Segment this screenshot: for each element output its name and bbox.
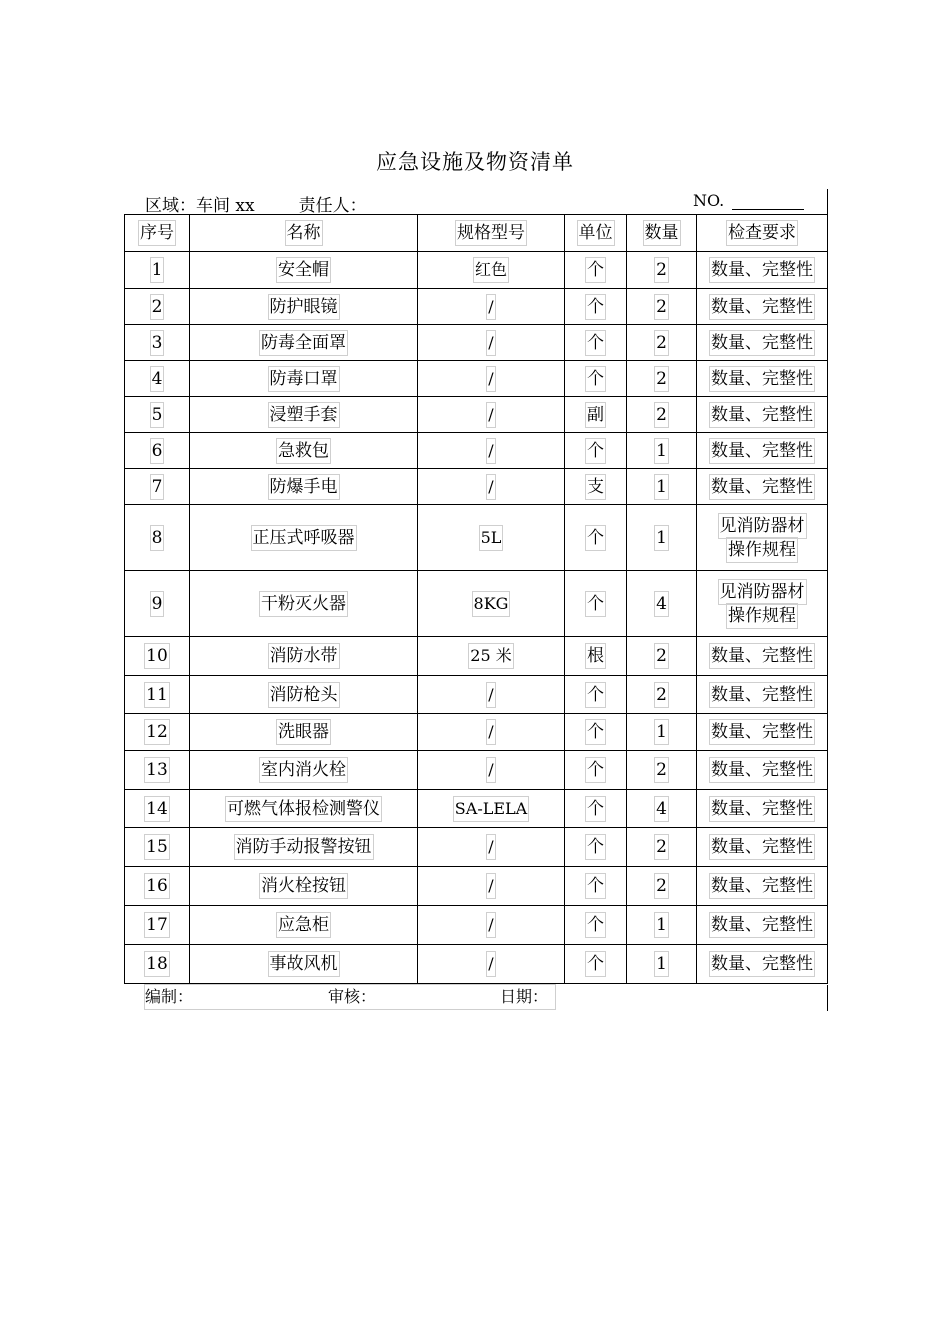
quantity-cell: 1 bbox=[627, 469, 697, 505]
header-cell: 单位 bbox=[565, 215, 627, 252]
table-row bbox=[125, 906, 828, 945]
quantity-cell: 1 bbox=[627, 433, 697, 469]
row-number-cell: 8 bbox=[125, 505, 190, 571]
unit-cell: 个 bbox=[565, 676, 627, 714]
row-number-cell: 11 bbox=[125, 676, 190, 714]
row-number-cell: 16 bbox=[125, 867, 190, 906]
unit-cell: 个 bbox=[565, 252, 627, 289]
inventory-table bbox=[124, 214, 828, 984]
row-number-cell: 7 bbox=[125, 469, 190, 505]
item-name-cell: 消防水带 bbox=[190, 637, 418, 676]
item-name-cell: 可燃气体报检测警仪 bbox=[190, 790, 418, 828]
spec-cell: / bbox=[418, 325, 565, 361]
table-row bbox=[125, 469, 828, 505]
item-name-cell: 消防枪头 bbox=[190, 676, 418, 714]
table-row bbox=[125, 751, 828, 790]
row-number-cell: 3 bbox=[125, 325, 190, 361]
quantity-cell: 2 bbox=[627, 325, 697, 361]
check-requirement-cell: 数量、完整性 bbox=[697, 828, 828, 867]
table-row bbox=[125, 325, 828, 361]
row-number-cell: 6 bbox=[125, 433, 190, 469]
item-name-cell: 洗眼器 bbox=[190, 714, 418, 751]
unit-cell: 个 bbox=[565, 571, 627, 637]
row-number-cell: 2 bbox=[125, 289, 190, 325]
check-requirement-cell: 见消防器材 操作规程 bbox=[697, 505, 828, 571]
item-name-cell: 消防手动报警按钮 bbox=[190, 828, 418, 867]
table-row bbox=[125, 790, 828, 828]
unit-cell: 支 bbox=[565, 469, 627, 505]
check-requirement-cell: 数量、完整性 bbox=[697, 252, 828, 289]
quantity-cell: 2 bbox=[627, 751, 697, 790]
row-number-cell: 18 bbox=[125, 945, 190, 984]
header-cell: 名称 bbox=[190, 215, 418, 252]
check-requirement-cell: 数量、完整性 bbox=[697, 867, 828, 906]
table-row bbox=[125, 828, 828, 867]
unit-cell: 个 bbox=[565, 361, 627, 397]
item-name-cell: 事故风机 bbox=[190, 945, 418, 984]
unit-cell: 个 bbox=[565, 906, 627, 945]
row-number-cell: 1 bbox=[125, 252, 190, 289]
table-row bbox=[125, 637, 828, 676]
table-row bbox=[125, 714, 828, 751]
table-row bbox=[125, 397, 828, 433]
unit-cell: 个 bbox=[565, 289, 627, 325]
table-row bbox=[125, 571, 828, 637]
item-name-cell: 防毒全面罩 bbox=[190, 325, 418, 361]
row-number-cell: 17 bbox=[125, 906, 190, 945]
info-left bbox=[145, 191, 367, 216]
person-label: 责任人： bbox=[298, 196, 367, 216]
spec-cell: / bbox=[418, 397, 565, 433]
item-name-cell: 室内消火栓 bbox=[190, 751, 418, 790]
no-blank-line bbox=[732, 193, 804, 210]
row-number-cell: 13 bbox=[125, 751, 190, 790]
spec-cell: / bbox=[418, 714, 565, 751]
unit-cell: 个 bbox=[565, 751, 627, 790]
reviewed-by-label: 审核： bbox=[328, 987, 377, 1006]
spec-cell: / bbox=[418, 751, 565, 790]
spec-cell: / bbox=[418, 361, 565, 397]
unit-cell: 个 bbox=[565, 790, 627, 828]
footer-signatures bbox=[145, 985, 555, 1009]
check-requirement-cell: 数量、完整性 bbox=[697, 945, 828, 984]
spec-cell: / bbox=[418, 828, 565, 867]
check-requirement-cell: 数量、完整性 bbox=[697, 433, 828, 469]
item-name-cell: 正压式呼吸器 bbox=[190, 505, 418, 571]
spec-cell: 8KG bbox=[418, 571, 565, 637]
quantity-cell: 2 bbox=[627, 637, 697, 676]
unit-cell: 个 bbox=[565, 714, 627, 751]
check-requirement-cell: 数量、完整性 bbox=[697, 637, 828, 676]
check-requirement-cell: 数量、完整性 bbox=[697, 906, 828, 945]
item-name-cell: 干粉灭火器 bbox=[190, 571, 418, 637]
date-label: 日期： bbox=[500, 987, 549, 1006]
table-row bbox=[125, 361, 828, 397]
item-name-cell: 消火栓按钮 bbox=[190, 867, 418, 906]
quantity-cell: 2 bbox=[627, 397, 697, 433]
no-label: NO. bbox=[693, 191, 725, 210]
check-requirement-cell: 数量、完整性 bbox=[697, 469, 828, 505]
spec-cell: / bbox=[418, 867, 565, 906]
unit-cell: 根 bbox=[565, 637, 627, 676]
row-number-cell: 14 bbox=[125, 790, 190, 828]
quantity-cell: 4 bbox=[627, 571, 697, 637]
item-name-cell: 应急柜 bbox=[190, 906, 418, 945]
check-requirement-cell: 数量、完整性 bbox=[697, 790, 828, 828]
spec-cell: 5L bbox=[418, 505, 565, 571]
row-number-cell: 15 bbox=[125, 828, 190, 867]
unit-cell: 个 bbox=[565, 867, 627, 906]
check-requirement-cell: 数量、完整性 bbox=[697, 676, 828, 714]
row-number-cell: 4 bbox=[125, 361, 190, 397]
check-requirement-cell: 数量、完整性 bbox=[697, 397, 828, 433]
spec-cell: SA-LELA bbox=[418, 790, 565, 828]
quantity-cell: 1 bbox=[627, 505, 697, 571]
unit-cell: 个 bbox=[565, 945, 627, 984]
unit-cell: 个 bbox=[565, 828, 627, 867]
quantity-cell: 2 bbox=[627, 828, 697, 867]
item-name-cell: 急救包 bbox=[190, 433, 418, 469]
spec-cell: 红色 bbox=[418, 252, 565, 289]
quantity-cell: 2 bbox=[627, 361, 697, 397]
header-cell: 检查要求 bbox=[697, 215, 828, 252]
quantity-cell: 2 bbox=[627, 867, 697, 906]
row-number-cell: 5 bbox=[125, 397, 190, 433]
unit-cell: 个 bbox=[565, 325, 627, 361]
area-label: 区域：车间 xx bbox=[145, 196, 255, 216]
check-requirement-cell: 数量、完整性 bbox=[697, 714, 828, 751]
quantity-cell: 4 bbox=[627, 790, 697, 828]
check-requirement-cell: 数量、完整性 bbox=[697, 361, 828, 397]
unit-cell: 副 bbox=[565, 397, 627, 433]
check-requirement-cell: 数量、完整性 bbox=[697, 325, 828, 361]
unit-cell: 个 bbox=[565, 505, 627, 571]
table-row bbox=[125, 945, 828, 984]
quantity-cell: 1 bbox=[627, 945, 697, 984]
table-row bbox=[125, 676, 828, 714]
quantity-cell: 2 bbox=[627, 676, 697, 714]
spec-cell: / bbox=[418, 676, 565, 714]
item-name-cell: 防护眼镜 bbox=[190, 289, 418, 325]
info-row bbox=[143, 189, 828, 215]
item-name-cell: 防爆手电 bbox=[190, 469, 418, 505]
spec-cell: / bbox=[418, 433, 565, 469]
table-row bbox=[125, 867, 828, 906]
document-number bbox=[693, 191, 804, 210]
row-number-cell: 10 bbox=[125, 637, 190, 676]
table-header-row bbox=[125, 215, 828, 252]
spec-cell: / bbox=[418, 469, 565, 505]
row-number-cell: 12 bbox=[125, 714, 190, 751]
item-name-cell: 防毒口罩 bbox=[190, 361, 418, 397]
compiled-by-label: 编制： bbox=[145, 987, 194, 1006]
header-cell: 序号 bbox=[125, 215, 190, 252]
page-title: 应急设施及物资清单 bbox=[376, 150, 574, 174]
item-name-cell: 安全帽 bbox=[190, 252, 418, 289]
table-row bbox=[125, 505, 828, 571]
quantity-cell: 2 bbox=[627, 289, 697, 325]
unit-cell: 个 bbox=[565, 433, 627, 469]
spec-cell: 25 米 bbox=[418, 637, 565, 676]
item-name-cell: 浸塑手套 bbox=[190, 397, 418, 433]
quantity-cell: 1 bbox=[627, 906, 697, 945]
row-number-cell: 9 bbox=[125, 571, 190, 637]
quantity-cell: 2 bbox=[627, 252, 697, 289]
quantity-cell: 1 bbox=[627, 714, 697, 751]
header-cell: 规格型号 bbox=[418, 215, 565, 252]
spec-cell: / bbox=[418, 906, 565, 945]
check-requirement-cell: 见消防器材 操作规程 bbox=[697, 571, 828, 637]
check-requirement-cell: 数量、完整性 bbox=[697, 289, 828, 325]
table-row bbox=[125, 433, 828, 469]
spec-cell: / bbox=[418, 945, 565, 984]
header-cell: 数量 bbox=[627, 215, 697, 252]
table-row bbox=[125, 252, 828, 289]
footer-row bbox=[143, 985, 828, 1011]
table-row bbox=[125, 289, 828, 325]
spec-cell: / bbox=[418, 289, 565, 325]
check-requirement-cell: 数量、完整性 bbox=[697, 751, 828, 790]
